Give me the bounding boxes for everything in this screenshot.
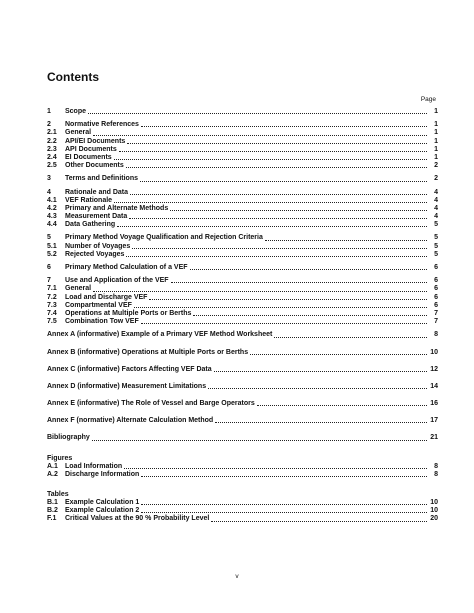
dot-leader xyxy=(141,126,427,127)
entry-number: 5 xyxy=(47,234,51,242)
dot-leader xyxy=(149,299,427,300)
dot-leader xyxy=(141,323,427,324)
dot-leader xyxy=(274,337,427,338)
toc-entry[interactable] xyxy=(47,121,438,129)
annex-entry[interactable] xyxy=(47,331,438,339)
toc-entry[interactable] xyxy=(47,189,438,197)
toc-entry[interactable] xyxy=(47,213,438,221)
dot-leader xyxy=(126,167,427,168)
entry-number: 1 xyxy=(47,108,51,115)
dot-leader xyxy=(140,181,427,182)
entry-title: Discharge Information xyxy=(65,470,140,478)
entry-title: VEF Rationale xyxy=(65,196,113,204)
entry-title: Annex D (informative) Measurement Limitations xyxy=(47,382,207,390)
dot-leader xyxy=(215,422,427,423)
toc-entry[interactable] xyxy=(47,310,438,318)
dot-leader xyxy=(265,240,427,241)
table-entry[interactable] xyxy=(47,515,438,523)
entry-page-number: 20 xyxy=(430,515,438,523)
entry-page-number: 12 xyxy=(430,365,438,373)
entry-page-number: 4 xyxy=(434,213,438,221)
entry-number: 4.2 xyxy=(47,204,57,212)
entry-title: Measurement Data xyxy=(65,213,128,221)
section-header: Tables xyxy=(47,491,69,498)
toc-entry[interactable] xyxy=(47,243,438,251)
entry-number: 2.3 xyxy=(47,145,57,153)
entry-page-number: 14 xyxy=(430,382,438,390)
entry-page-number: 8 xyxy=(434,462,438,470)
entry-number: 7.5 xyxy=(47,318,57,326)
dot-leader xyxy=(119,151,427,152)
entry-page-number: 2 xyxy=(434,162,438,170)
entry-title: Annex C (informative) Factors Affecting VEF Data xyxy=(47,365,212,373)
entry-title: Normative References xyxy=(65,121,139,129)
dot-leader xyxy=(130,194,427,195)
entry-page-number: 6 xyxy=(434,264,438,271)
entry-title: EI Documents xyxy=(65,153,112,161)
entry-page-number: 17 xyxy=(430,417,438,425)
dot-leader xyxy=(127,143,427,144)
entry-page-number: 4 xyxy=(434,188,438,196)
entry-number: 3 xyxy=(47,175,51,183)
entry-title: Annex B (informative) Operations at Multiple Ports or Berths xyxy=(47,348,249,356)
annex-entry[interactable] xyxy=(47,434,438,442)
entry-page-number: 6 xyxy=(434,301,438,309)
entry-number: 7.2 xyxy=(47,293,57,301)
entry-title: Load and Discharge VEF xyxy=(65,293,148,301)
entry-page-number: 1 xyxy=(434,137,438,145)
entry-title: Example Calculation 2 xyxy=(65,507,140,515)
spacer xyxy=(47,408,438,417)
entry-page-number: 16 xyxy=(430,400,438,408)
toc-entry[interactable] xyxy=(47,108,438,116)
dot-leader xyxy=(93,291,427,292)
entry-title: Other Documents xyxy=(65,162,124,170)
annex-entry[interactable] xyxy=(47,349,438,357)
page-column-header: Page xyxy=(420,96,436,103)
toc-entry[interactable] xyxy=(47,154,438,162)
page-title: Contents xyxy=(47,70,99,84)
entry-title: Example Calculation 1 xyxy=(65,499,140,506)
annex-entry[interactable] xyxy=(47,366,438,374)
entry-page-number: 10 xyxy=(430,348,438,356)
toc-entry[interactable] xyxy=(47,251,438,259)
entry-page-number: 8 xyxy=(434,470,438,478)
entry-page-number: 6 xyxy=(434,277,438,285)
entry-page-number: 5 xyxy=(434,234,438,242)
toc-entry[interactable] xyxy=(47,318,438,326)
dot-leader xyxy=(117,226,427,227)
spacer xyxy=(47,391,438,400)
toc-entry[interactable] xyxy=(47,175,438,183)
entry-page-number: 1 xyxy=(434,145,438,153)
dot-leader xyxy=(132,248,427,249)
entry-title: Primary Method Voyage Qualification and Rejection Criteria xyxy=(65,234,263,242)
dot-leader xyxy=(214,371,427,372)
entry-page-number: 6 xyxy=(434,285,438,293)
spacer xyxy=(47,340,438,349)
dot-leader xyxy=(129,218,427,219)
entry-title: Critical Values at the 90 % Probability Level xyxy=(65,515,210,523)
entry-page-number: 5 xyxy=(434,242,438,250)
dot-leader xyxy=(93,135,427,136)
table-of-contents xyxy=(47,108,438,524)
entry-page-number: 1 xyxy=(434,108,438,115)
entry-title: Data Gathering xyxy=(65,221,116,229)
dot-leader xyxy=(170,210,427,211)
entry-page-number: 6 xyxy=(434,293,438,301)
entry-number: 7.1 xyxy=(47,285,57,293)
entry-title: Annex F (normative) Alternate Calculation Method xyxy=(47,417,214,425)
toc-entry[interactable] xyxy=(47,294,438,302)
entry-number: 2.4 xyxy=(47,153,57,161)
dot-leader xyxy=(141,476,427,477)
toc-entry[interactable] xyxy=(47,277,438,285)
entry-page-number: 8 xyxy=(434,331,438,339)
spacer xyxy=(47,357,438,366)
entry-title: Compartmental VEF xyxy=(65,301,132,309)
entry-title: Scope xyxy=(65,108,87,115)
entry-title: Terms and Definitions xyxy=(65,175,138,183)
spacer xyxy=(47,479,438,484)
entry-title: Primary Method Calculation of a VEF xyxy=(65,264,188,271)
toc-entry[interactable] xyxy=(47,146,438,154)
annex-entry[interactable] xyxy=(47,417,438,425)
dot-leader xyxy=(257,405,427,406)
entry-title: Rejected Voyages xyxy=(65,250,125,258)
dot-leader xyxy=(114,159,427,160)
toc-entry[interactable] xyxy=(47,129,438,137)
entry-title: API Documents xyxy=(65,145,117,153)
entry-number: B.1 xyxy=(47,499,58,506)
entry-number: 7.3 xyxy=(47,301,57,309)
dot-leader xyxy=(124,468,427,469)
entry-number: 4 xyxy=(47,188,51,196)
dot-leader xyxy=(211,521,427,522)
dot-leader xyxy=(88,113,427,114)
toc-entry[interactable] xyxy=(47,234,438,242)
toc-entry[interactable] xyxy=(47,221,438,229)
entry-number: 4.1 xyxy=(47,196,57,204)
dot-leader xyxy=(208,388,427,389)
entry-page-number: 4 xyxy=(434,196,438,204)
entry-number: 5.2 xyxy=(47,250,57,258)
entry-number: 6 xyxy=(47,264,51,271)
dot-leader xyxy=(190,269,427,270)
toc-entry[interactable] xyxy=(47,285,438,293)
entry-page-number: 10 xyxy=(430,507,438,515)
entry-number: 2.2 xyxy=(47,137,57,145)
entry-page-number: 4 xyxy=(434,204,438,212)
toc-entry[interactable] xyxy=(47,302,438,310)
entry-page-number: 1 xyxy=(434,121,438,129)
entry-number: 7.4 xyxy=(47,309,57,317)
entry-page-number: 1 xyxy=(434,129,438,137)
entry-page-number: 10 xyxy=(430,499,438,506)
entry-page-number: 5 xyxy=(434,250,438,258)
entry-title: Annex E (informative) The Role of Vessel and Barge Operators xyxy=(47,400,255,408)
spacer xyxy=(47,425,438,434)
entry-title: Load Information xyxy=(65,462,123,470)
dot-leader xyxy=(126,256,427,257)
entry-page-number: 1 xyxy=(434,153,438,161)
toc-entry[interactable] xyxy=(47,138,438,146)
entry-number: 4.4 xyxy=(47,221,57,229)
dot-leader xyxy=(193,315,427,316)
entry-title: Number of Voyages xyxy=(65,242,131,250)
entry-number: 7 xyxy=(47,277,51,285)
entry-page-number: 2 xyxy=(434,175,438,183)
dot-leader xyxy=(250,354,427,355)
entry-number: 5.1 xyxy=(47,242,57,250)
entry-title: Primary and Alternate Methods xyxy=(65,204,169,212)
annex-entry[interactable] xyxy=(47,400,438,408)
entry-number: A.1 xyxy=(47,462,58,470)
table-entry[interactable] xyxy=(47,507,438,515)
entry-number: 2 xyxy=(47,121,51,129)
toc-entry[interactable] xyxy=(47,205,438,213)
toc-entry[interactable] xyxy=(47,162,438,170)
entry-number: 2.5 xyxy=(47,162,57,170)
entry-title: API/EI Documents xyxy=(65,137,126,145)
entry-title: Rationale and Data xyxy=(65,188,129,196)
entry-page-number: 5 xyxy=(434,221,438,229)
spacer xyxy=(47,443,438,448)
entry-title: General xyxy=(65,129,92,137)
entry-number: A.2 xyxy=(47,470,58,478)
entry-title: Use and Application of the VEF xyxy=(65,277,169,285)
entry-title: Operations at Multiple Ports or Berths xyxy=(65,309,192,317)
entry-number: F.1 xyxy=(47,515,57,523)
entry-title: General xyxy=(65,285,92,293)
entry-number: 2.1 xyxy=(47,129,57,137)
entry-title: Annex A (informative) Example of a Primary VEF Method Worksheet xyxy=(47,331,273,339)
dot-leader xyxy=(114,202,427,203)
dot-leader xyxy=(141,512,427,513)
toc-entry[interactable] xyxy=(47,264,438,272)
entry-number: 4.3 xyxy=(47,213,57,221)
dot-leader xyxy=(141,504,427,505)
entry-number: B.2 xyxy=(47,507,58,515)
entry-title: Bibliography xyxy=(47,434,90,442)
dot-leader xyxy=(171,282,427,283)
dot-leader xyxy=(92,440,427,441)
table-entry[interactable] xyxy=(47,499,438,507)
spacer xyxy=(47,374,438,383)
entry-page-number: 7 xyxy=(434,318,438,326)
annex-entry[interactable] xyxy=(47,383,438,391)
figure-entry[interactable] xyxy=(47,471,438,479)
page-number-footer: v xyxy=(235,573,239,580)
figure-entry[interactable] xyxy=(47,463,438,471)
toc-entry[interactable] xyxy=(47,197,438,205)
entry-page-number: 7 xyxy=(434,309,438,317)
entry-page-number: 21 xyxy=(430,434,438,442)
entry-title: Combination Tow VEF xyxy=(65,318,139,326)
section-header: Figures xyxy=(47,454,73,462)
dot-leader xyxy=(134,307,427,308)
